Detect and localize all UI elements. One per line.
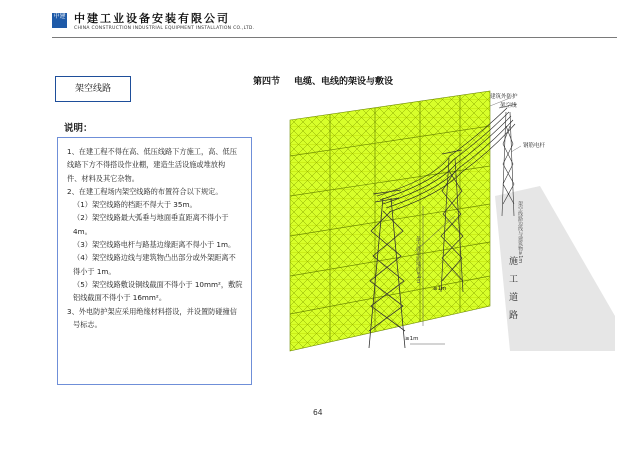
illustration-drawing xyxy=(285,86,615,356)
company-name-cn: 中建工业设备安装有限公司 xyxy=(74,12,230,25)
label-fence: 建筑外防护 xyxy=(490,94,518,100)
note-line: （1）架空线路的档距不得大于 35m。 xyxy=(73,200,197,210)
label-steel-pole: 钢筋电杆 xyxy=(523,143,546,149)
note-line: 线路下方不得搭设作业棚，建造生活设施或堆放构 xyxy=(67,160,226,170)
road-char: 路 xyxy=(509,311,519,321)
company-name-en: CHINA CONSTRUCTION INDUSTRIAL EQUIPMENT INSTALLATION CO.,LTD. xyxy=(74,26,255,31)
note-line: （4）架空线路边线与建筑物凸出部分或外架距离不 xyxy=(73,253,236,263)
label-overhead-line: 架空线 xyxy=(500,103,517,109)
note-line: 号标志。 xyxy=(73,319,102,329)
note-line: 3、外电防护架应采用绝缘材料搭设，并设置防碰撞信 xyxy=(67,306,237,316)
logo-text: 中建 xyxy=(53,13,66,20)
note-line: （5）架空线路敷设铜线截面不得小于 10mm²，敷院 xyxy=(73,279,243,289)
construction-road xyxy=(495,186,615,351)
note-line: 得小于 1m。 xyxy=(73,266,116,276)
note-line: 4m。 xyxy=(73,226,92,236)
company-logo xyxy=(52,13,67,28)
label-distance-mid: ≥1m xyxy=(433,286,447,292)
overhead-line-illustration xyxy=(285,86,615,356)
header-divider xyxy=(52,37,617,38)
notes-box xyxy=(57,137,252,385)
section-number: 第四节 xyxy=(253,77,281,87)
section-name: 电缆、电线的架设与敷设 xyxy=(294,77,394,87)
road-char: 道 xyxy=(509,293,519,303)
topic-title: 架空线路 xyxy=(74,84,111,94)
note-line: 铝线截面不得小于 16mm²。 xyxy=(73,293,167,303)
label-distance-bottom: ≥1m xyxy=(405,336,419,342)
road-char: 工 xyxy=(509,275,519,285)
topic-title-box xyxy=(55,76,131,102)
road-char: 施 xyxy=(509,257,519,267)
note-line: 1、在建工程不得在高、低压线路下方施工，高、低压 xyxy=(67,147,237,156)
page-number: 64 xyxy=(313,408,323,417)
page-header xyxy=(0,0,640,46)
note-label: 说明： xyxy=(64,123,93,134)
note-line: 2、在建工程场内架空线路的布置符合以下规定。 xyxy=(67,186,223,196)
note-line: （3）架空线路电杆与路基边缘距离不得小于 1m。 xyxy=(73,240,236,250)
note-line: 件、材料及其它杂物。 xyxy=(67,173,139,183)
label-height: 最大弧垂距地面≥4m xyxy=(415,236,421,284)
label-side-distance: 架空线路边线与建筑物≥1m xyxy=(517,201,523,264)
note-line: （2）架空线路最大弧垂与地面垂直距离不得小于 xyxy=(73,213,229,223)
